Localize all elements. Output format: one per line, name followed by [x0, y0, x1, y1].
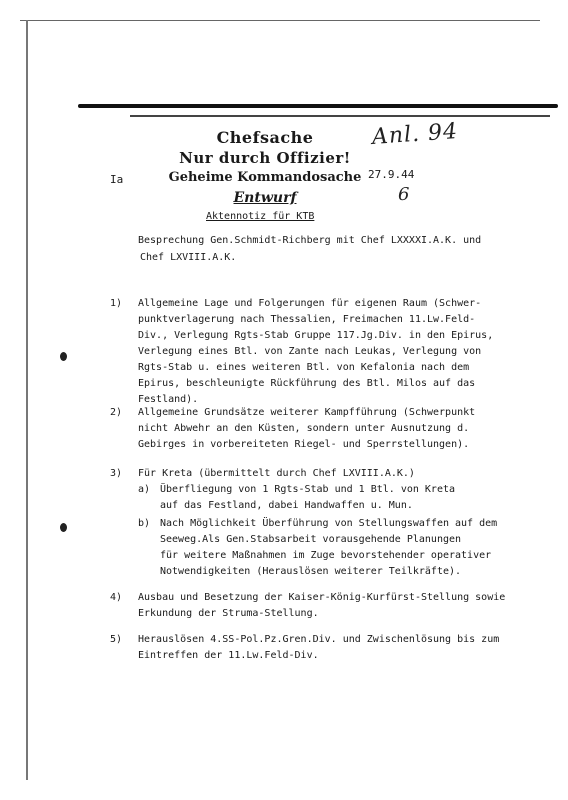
- sub-item-text: Nach Möglichkeit Überführung von Stellungswaffen auf dem Seeweg.Als Gen.Stabsarbeit vorausgehende Planungen für weitere Maßnahmen im Zuge bevorstehender operativer Notwendigkeiten (Herauslösen weiterer Teilkräfte).: [160, 518, 498, 577]
- sub-item-text: Überfliegung von 1 Rgts-Stab und 1 Btl. von Kreta auf das Festland, dabei Handwaffen u. Mun.: [160, 484, 456, 511]
- list-item: [110, 632, 500, 664]
- punch-mark: [60, 523, 67, 532]
- stamp-line-2: Nur durch Offizier!: [179, 149, 351, 167]
- handwritten-annotation: Anl. 94: [371, 119, 459, 150]
- subject-line: Besprechung Gen.Schmidt-Richberg mit Chef LXXXXI.A.K. und: [138, 235, 482, 246]
- item-number: 5): [110, 634, 123, 645]
- item-text: Allgemeine Grundsätze weiterer Kampfführung (Schwerpunkt nicht Abwehr an den Küsten, sondern unter Ausnutzung d. Gebirges in vorbereiteten Riegel- und Sperrstellungen).: [138, 407, 476, 450]
- stamp-line-1: Chefsache: [216, 128, 314, 147]
- stamp-line-4: Entwurf: [233, 190, 297, 206]
- item-text: Ausbau und Besetzung der Kaiser-König-Kurfürst-Stellung sowie Erkundung der Struma-Stellung.: [138, 592, 506, 619]
- item-text: Für Kreta (übermittelt durch Chef LXVIII.A.K.): [138, 468, 415, 479]
- sub-item: [138, 516, 498, 580]
- punch-mark: [60, 352, 67, 361]
- page-top-edge: [78, 104, 558, 108]
- sub-item-letter: b): [138, 518, 151, 529]
- item-text: Allgemeine Lage und Folgerungen für eigenen Raum (Schwer- punktverlagerung nach Thessalien, Freimachen 11.Lw.Feld- Div., Verlegung Rgts-Stab Gruppe 117.Jg.Div. in den Epirus, Verlegung eines Btl. von Zante nach Leukas, Verlegung von Rgts-Stab u. eines weiteren Btl. von Kefalonia nach dem Epirus, beschleunigte Rückführung des Btl. Milos auf das Festland).: [138, 298, 494, 405]
- list-item: [110, 405, 490, 453]
- subject: [138, 232, 508, 266]
- classification-stamp: [150, 128, 380, 208]
- sub-item: [138, 482, 498, 514]
- list-item: [110, 590, 506, 622]
- sub-item-letter: a): [138, 484, 151, 495]
- item-text: Herauslösen 4.SS-Pol.Pz.Gren.Div. und Zwischenlösung bis zum Eintreffen der 11.Lw.Feld-Div.: [138, 634, 500, 661]
- item-number: 3): [110, 468, 123, 479]
- item-number: 1): [110, 298, 123, 309]
- page-top-edge-shadow: [130, 115, 550, 117]
- handwritten-number: 6: [398, 184, 410, 205]
- document-title: Aktennotiz für KTB: [206, 211, 315, 222]
- list-item: [110, 296, 494, 408]
- stamp-line-3: Geheime Kommandosache: [168, 170, 362, 185]
- section-label: Ia: [110, 173, 124, 186]
- item-number: 2): [110, 407, 123, 418]
- subject-line: Chef LXVIII.A.K.: [140, 252, 237, 263]
- scan-edge-line: [20, 20, 540, 21]
- list-item: [110, 466, 490, 482]
- item-number: 4): [110, 592, 123, 603]
- scan-edge-line: [26, 20, 28, 780]
- document-date: 27.9.44: [368, 168, 415, 181]
